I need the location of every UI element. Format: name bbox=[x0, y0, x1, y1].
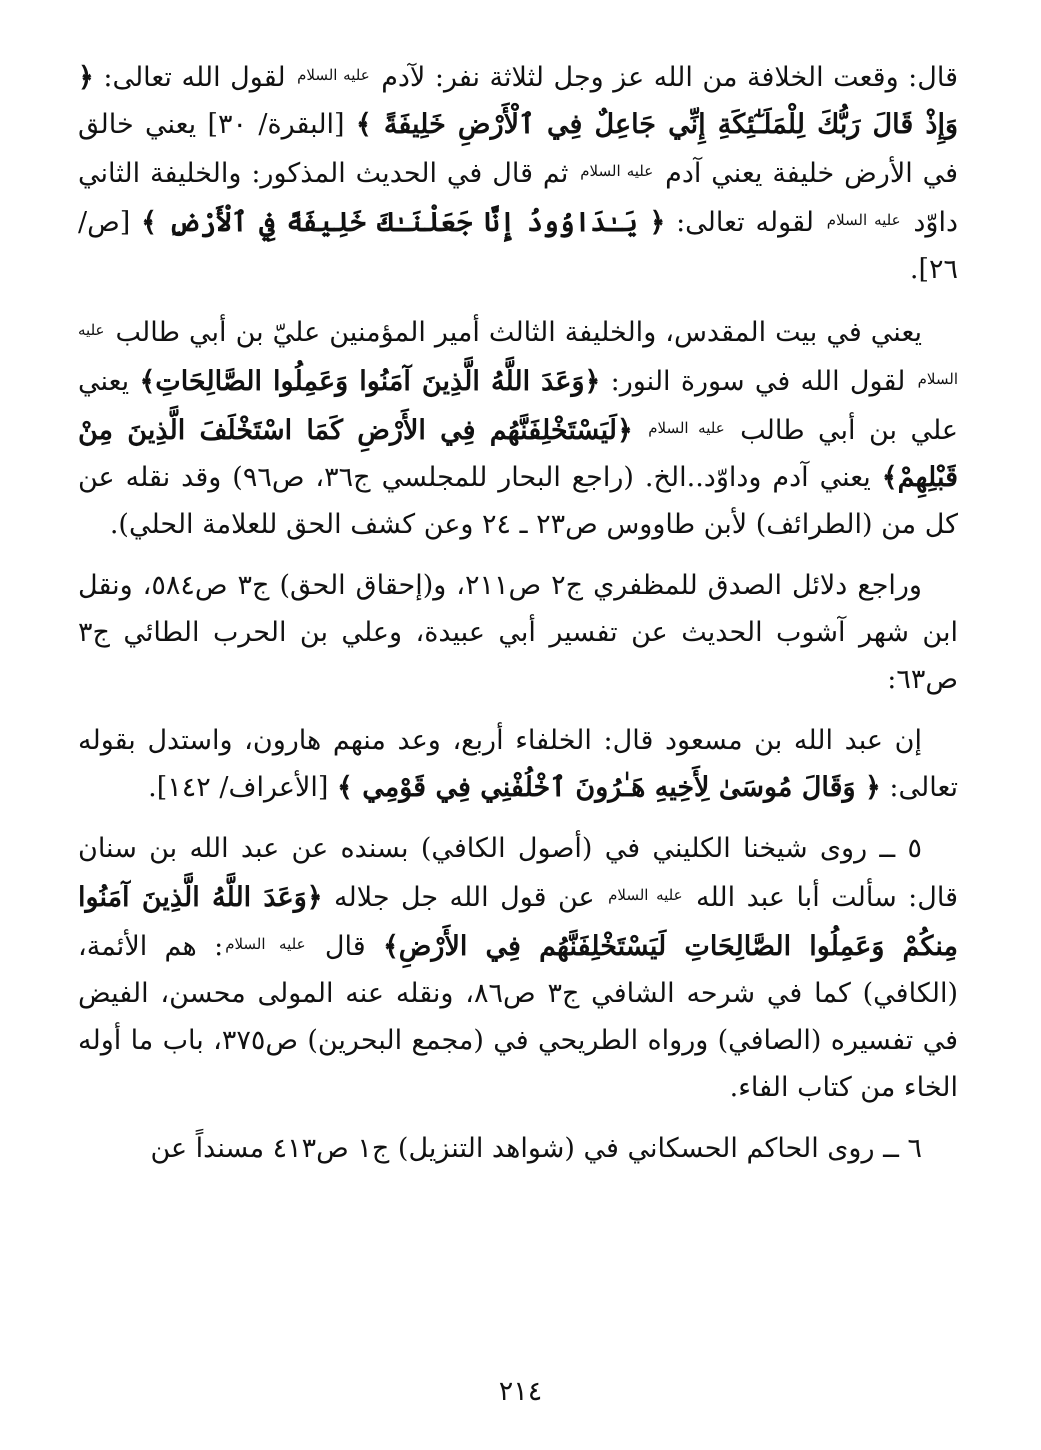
honorific-mark: عليه السلام bbox=[78, 321, 958, 388]
paragraph-4 bbox=[78, 717, 958, 811]
quran-verse: ﴿وَعَدَ اللَّهُ الَّذِينَ آمَنُوا وَعَمِلُوا الصَّالِحَاتِ﴾ bbox=[139, 366, 601, 397]
quran-verse: ﴿وَعَدَ اللَّهُ الَّذِينَ آمَنُوا مِنكُمْ وَعَمِلُوا الصَّالِحَاتِ لَيَسْتَخْلِفَنَّهُم فِي الأَرْضِ﴾ bbox=[78, 882, 959, 962]
paragraph-2 bbox=[78, 307, 958, 548]
text-run: يعني علي بن أبي طالب bbox=[78, 366, 958, 446]
text-run: عن قول الله جل جلاله bbox=[322, 882, 607, 913]
paragraph-5 bbox=[78, 825, 958, 1111]
honorific-mark: عليه السلام bbox=[608, 886, 683, 904]
text-run: يعني في بيت المقدس، والخليفة الثالث أمير المؤمنين عليّ بن أبي طالب bbox=[106, 317, 922, 348]
paragraph-1 bbox=[78, 52, 958, 293]
text-run: لقول الله تعالى: bbox=[93, 62, 296, 93]
quran-verse: ﴿لَيَسْتَخْلِفَنَّهُم فِي الأَرْضِ كَمَا اسْتَخْلَفَ الَّذِينَ مِنْ قَبْلِهِمْ﴾ bbox=[78, 415, 958, 493]
text-run: قال: وقعت الخلافة من الله عز وجل لثلاثة نفر: لآدم bbox=[371, 62, 958, 93]
text-run: [ص/ ٢٦]. bbox=[78, 207, 958, 285]
honorific-mark: عليه السلام bbox=[648, 419, 725, 437]
text-run: لقوله تعالى: bbox=[665, 207, 825, 238]
page-body bbox=[78, 52, 958, 1172]
text-run: ثم قال في الحديث المذكور: والخليفة الثاني داوّد bbox=[78, 158, 958, 238]
honorific-mark: عليه السلام bbox=[297, 66, 370, 84]
honorific-mark: عليه السلام bbox=[580, 162, 654, 180]
text-run: ٦ ــ روى الحاكم الحسكاني في (شواهد التنزيل) ج١ ص٤١٣ مسنداً عن bbox=[150, 1133, 922, 1164]
text-run: وراجع دلائل الصدق للمظفري ج٢ ص٢١١، و(إحقاق الحق) ج٣ ص٥٨٤، ونقل ابن شهر آشوب الحديث عن تفسير أبي عبيدة، وعلي بن الحرب الطائي ج٣ ص٦٣: bbox=[78, 570, 958, 695]
text-run: : هم الأئمة، (الكافي) كما في شرحه الشافي ج٣ ص٨٦، ونقله عنه المولى محسن، الفيض في تفسيره (الصافي) ورواه الطريحي في (مجمع البحرين) ص٣٧٥، باب ما أوله الخاء من كتاب الفاء. bbox=[78, 931, 958, 1103]
text-run: قال bbox=[307, 931, 383, 962]
text-run: إن عبد الله بن مسعود قال: الخلفاء أربع، وعد منهم هارون، واستدل بقوله تعالى: bbox=[78, 725, 958, 803]
honorific-mark: عليه السلام bbox=[826, 211, 901, 229]
paragraph-6 bbox=[78, 1125, 958, 1172]
honorific-mark: عليه السلام bbox=[225, 935, 306, 953]
text-run: ٥ ــ روى شيخنا الكليني في (أصول الكافي) بسنده عن عبد الله بن سنان قال: سألت أبا عبد الله bbox=[78, 833, 959, 913]
quran-verse: ﴿ وَقَالَ مُوسَىٰ لِأَخِيهِ هَـٰرُونَ ٱخْلُفْنِي فِي قَوْمِي ﴾ bbox=[337, 772, 881, 803]
text-run: [الأعراف/ ١٤٢]. bbox=[148, 772, 338, 803]
text-run bbox=[633, 415, 646, 446]
paragraph-3 bbox=[78, 562, 958, 703]
page-number: ٢١٤ bbox=[498, 1376, 543, 1407]
text-run: لقول الله في سورة النور: bbox=[600, 366, 916, 397]
text-run: يعني آدم وداوّد..الخ. (راجع البحار للمجلسي ج٣٦، ص٩٦) وقد نقله عن كل من (الطرائف) لأبن طاووس ص٢٣ ـ ٢٤ وعن كشف الحق للعلامة الحلي). bbox=[78, 462, 958, 540]
text-run: [البقرة/ ٣٠] يعني خالق في الأرض خليفة يعني آدم bbox=[78, 109, 959, 189]
quran-verse: ﴿ يَـٰدَاوُودُ إِنَّا جَعَلْنَـٰكَ خَلِيفَةً فِي ٱلْأَرْضِ ﴾ bbox=[141, 207, 666, 238]
quran-verse: ﴿ وَإِذْ قَالَ رَبُّكَ لِلْمَلَـٰٓئِكَةِ إِنِّي جَاعِلٌ فِي ٱلْأَرْضِ خَلِيفَةً ﴾ bbox=[78, 62, 959, 140]
